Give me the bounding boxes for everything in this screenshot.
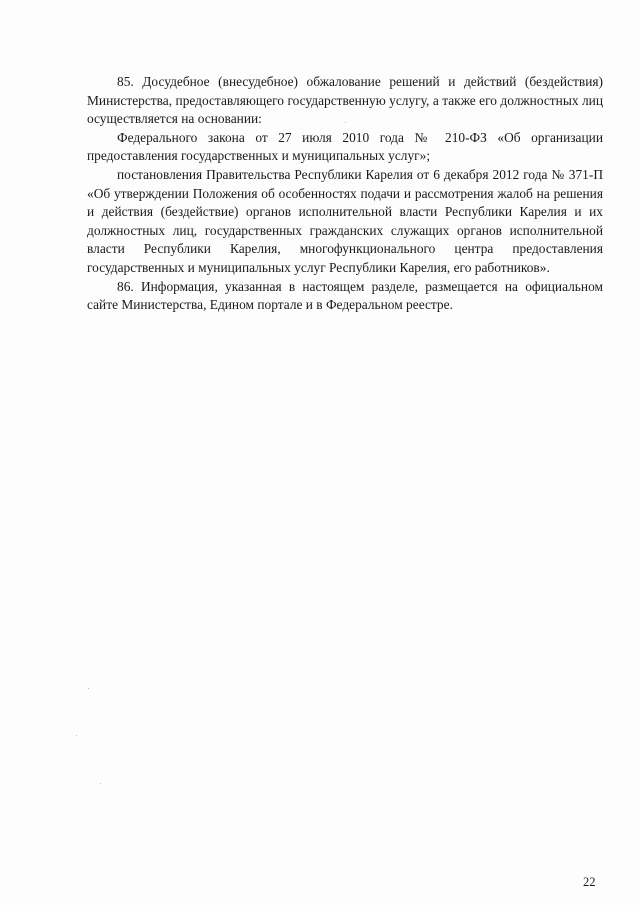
scan-speck [100,783,101,784]
scan-speck [76,735,77,736]
paragraph-federal-law: Федерального закона от 27 июля 2010 года № 210-ФЗ «Об организации предоставления государственных и муниципальных услуг»; [87,129,603,164]
scan-speck [345,122,346,123]
paragraph-86: 86. Информация, указанная в настоящем разделе, размещается на официальном сайте Министерства, Едином портале и в Федеральном реестре. [87,278,603,313]
scan-speck [88,688,89,689]
document-body [87,73,603,315]
page-number: 22 [583,875,596,889]
paragraph-government-resolution: постановления Правительства Республики Карелия от 6 декабря 2012 года № 371-П «Об утверждении Положения об особенностях подачи и рассмотрения жалоб на решения и действия (бездействие) органов исполнительной власти Республики Карелия и их должностных лиц, государственных гражданских служащих органов исполнительной власти Республики Карелия, многофункционального центра предоставления государственных и муниципальных услуг Республики Карелия, его работников». [87,166,603,275]
paragraph-85: 85. Досудебное (внесудебное) обжалование решений и действий (бездействия) Министерства, предоставляющего государственную услугу, а также его должностных лиц осуществляется на основании: [87,74,603,127]
